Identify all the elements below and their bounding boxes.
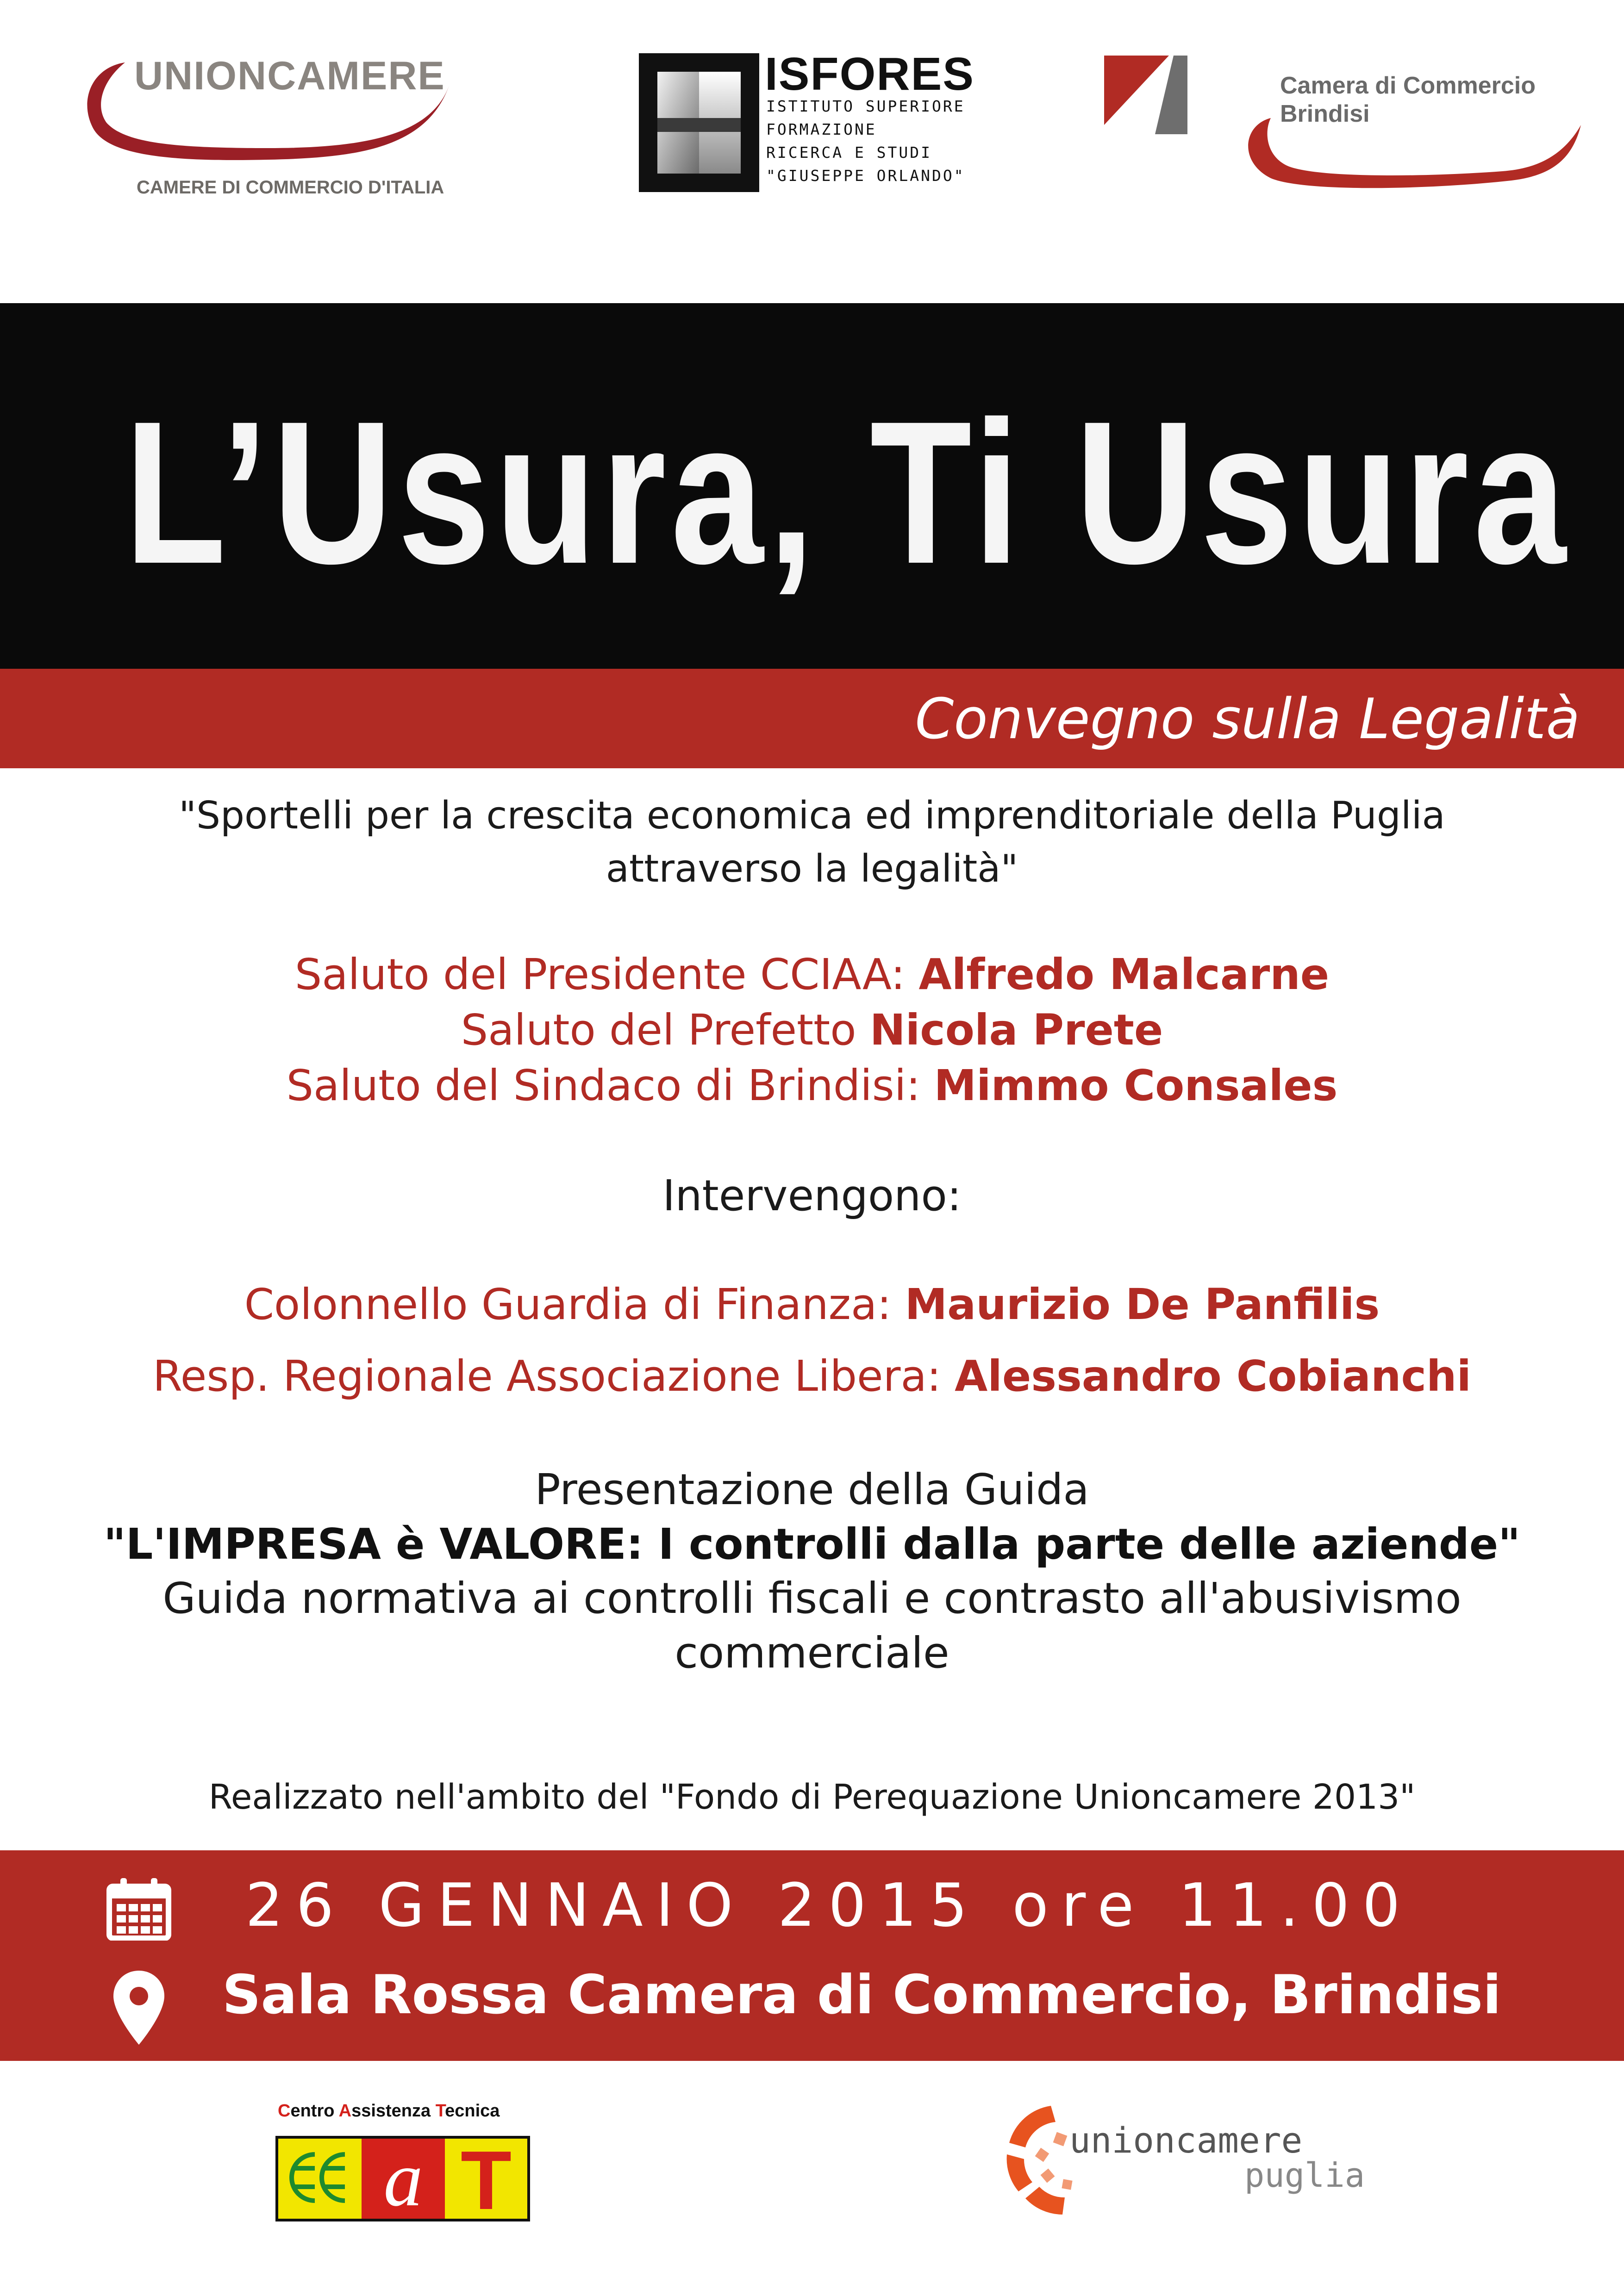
unioncamere-name: UNIONCAMERE <box>134 54 445 98</box>
unioncamere-logo <box>74 49 463 206</box>
guide-description-line-2: commerciale <box>675 1628 949 1678</box>
unioncamere-puglia-line-2: puglia <box>1244 2156 1365 2195</box>
isfores-line-1: ISTITUTO SUPERIORE <box>766 97 965 115</box>
cat-mark-icon <box>275 2136 530 2221</box>
guide-description-line-1: Guida normativa ai controlli fiscali e contrasto all'abusivismo <box>162 1574 1462 1623</box>
isfores-mark-icon <box>639 53 759 192</box>
speaker-role: Resp. Regionale Associazione Libera: <box>152 1351 955 1401</box>
isfores-logo <box>639 48 974 192</box>
unioncamere-subtitle: CAMERE DI COMMERCIO D'ITALIA <box>137 177 444 198</box>
speaker-role: Colonnello Guardia di Finanza: <box>244 1280 905 1329</box>
cat-caption-c: C <box>278 2101 291 2121</box>
event-date: 26 GENNAIO 2015 ore 11.00 <box>245 1871 1413 1940</box>
unioncamere-puglia-mark-icon <box>1000 2092 1079 2231</box>
cat-caption-ecnica: ecnica <box>445 2101 500 2121</box>
cat-logo <box>275 2101 535 2221</box>
isfores-line-4: "GIUSEPPE ORLANDO" <box>766 167 965 185</box>
camera-commercio-brindisi-logo <box>1104 56 1590 194</box>
greeting-person: Nicola Prete <box>869 1005 1163 1055</box>
unioncamere-puglia-line-1: unioncamere <box>1069 2120 1303 2161</box>
cat-caption-a: A <box>338 2101 352 2121</box>
greeting-prefect <box>0 1005 1624 1055</box>
speakers-heading: Intervengono: <box>662 1171 962 1220</box>
subtitle-band <box>0 669 1624 768</box>
cat-caption-ssistenza: ssistenza <box>351 2101 436 2121</box>
svg-text:T: T <box>461 2136 512 2221</box>
calendar-icon <box>106 1878 171 1941</box>
greeting-person: Mimmo Consales <box>934 1061 1338 1110</box>
speaker-libera <box>0 1351 1624 1401</box>
speaker-guardia-finanza <box>0 1280 1624 1329</box>
intro-line-1: "Sportelli per la crescita economica ed imprenditoriale della Puglia <box>179 794 1445 838</box>
isfores-line-2: FORMAZIONE <box>766 120 877 138</box>
greeting-role: Saluto del Presidente CCIAA: <box>294 950 919 999</box>
greeting-person: Alfredo Malcarne <box>918 950 1330 999</box>
isfores-name: ISFORES <box>765 48 974 100</box>
isfores-line-3: RICERCA E STUDI <box>766 143 932 162</box>
event-place: Sala Rossa Camera di Commercio, Brindisi <box>222 1964 1501 2026</box>
guide-title: "L'IMPRESA è VALORE: I controlli dalla parte delle aziende" <box>103 1519 1521 1569</box>
intro-line-2: attraverso la legalità" <box>606 847 1018 891</box>
title-band <box>0 303 1624 669</box>
speaker-person: Alessandro Cobianchi <box>955 1351 1472 1401</box>
greeting-role: Saluto del Prefetto <box>461 1005 870 1055</box>
camera-commercio-line-2: Brindisi <box>1280 100 1370 127</box>
date-place-band <box>0 1850 1624 2061</box>
speaker-person: Maurizio De Panfilis <box>905 1280 1380 1329</box>
guide-heading: Presentazione della Guida <box>535 1465 1089 1514</box>
cat-caption-t: T <box>435 2101 445 2121</box>
greeting-president <box>0 950 1624 999</box>
map-pin-icon <box>113 1971 164 2045</box>
camera-commercio-line-1: Camera di Commercio <box>1280 72 1536 99</box>
greeting-role: Saluto del Sindaco di Brindisi: <box>286 1061 934 1110</box>
cat-caption <box>278 2101 500 2121</box>
event-title: L’Usura, Ti Usura <box>124 379 1571 606</box>
unioncamere-puglia-logo <box>1000 2092 1370 2231</box>
greeting-mayor <box>0 1061 1624 1110</box>
funding-note: Realizzato nell'ambito del "Fondo di Perequazione Unioncamere 2013" <box>208 1777 1416 1817</box>
svg-text:a: a <box>383 2136 423 2221</box>
event-subtitle: Convegno sulla Legalità <box>915 687 1580 752</box>
cat-caption-entro: entro <box>290 2101 339 2121</box>
